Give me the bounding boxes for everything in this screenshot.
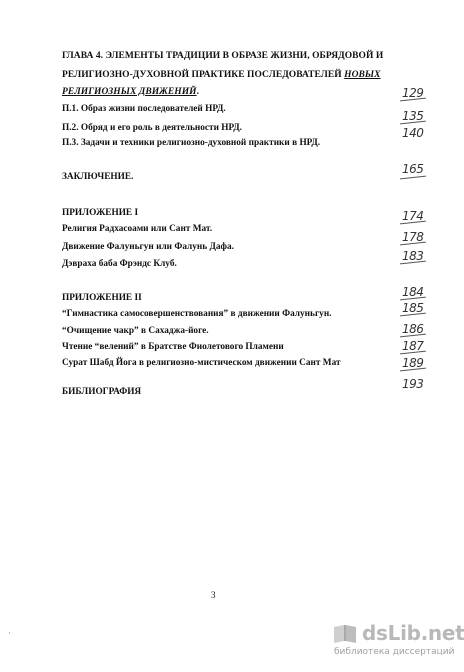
page-ref-section-1: 135 (402, 109, 424, 123)
page-ref-bibliography: 193 (402, 377, 424, 391)
bibliography: БИБЛИОГРАФИЯ (62, 387, 142, 397)
appendix-2-title: ПРИЛОЖЕНИЕ II (62, 293, 142, 303)
watermark-brand: dsLib.net (362, 621, 464, 645)
section-3: П.3. Задачи и техники религиозно-духовной практики в НРД. (62, 138, 321, 148)
chapter-title-line-3-italic: РЕЛИГИОЗНЫХ ДВИЖЕНИЙ (62, 87, 197, 97)
conclusion: ЗАКЛЮЧЕНИЕ. (62, 172, 134, 182)
chapter-title-line-1: ГЛАВА 4. ЭЛЕМЕНТЫ ТРАДИЦИИ В ОБРАЗЕ ЖИЗНИ, ОБРЯДОВОЙ И (62, 51, 384, 61)
watermark-logo[interactable] (332, 621, 464, 667)
page-ref-appendix-1: 174 (402, 209, 424, 223)
page-ref-appendix-1-item-2: 183 (402, 249, 424, 263)
chapter-title-line-2-text: РЕЛИГИОЗНО-ДУХОВНОЙ ПРАКТИКЕ ПОСЛЕДОВАТЕЛЕЙ (62, 70, 345, 80)
page-ref-conclusion: 165 (402, 162, 424, 176)
appendix-2-item-4: Сурат Шабд Йога в религиозно-мистическом движении Сант Мат (62, 358, 341, 368)
chapter-title-line-3 (62, 87, 199, 98)
watermark-tagline: библиотека диссертаций (334, 647, 455, 657)
page-ref-appendix-2-item-2: 186 (402, 322, 424, 336)
appendix-1-item-3: Дэвраха баба Фрэндс Клуб. (62, 259, 177, 269)
margin-mark: · (8, 628, 11, 638)
handwritten-underline (400, 176, 426, 180)
section-1: П.1. Образ жизни последователей НРД. (62, 104, 226, 114)
page-ref-appendix-1-item-1: 178 (402, 230, 424, 244)
appendix-1-item-1: Религия Радхасоами или Сант Мат. (62, 224, 213, 234)
chapter-title-line-3-end: . (196, 87, 200, 97)
book-icon (332, 623, 358, 645)
page-ref-appendix-2: 184 (402, 285, 424, 299)
page-ref-chapter: 129 (402, 86, 424, 100)
appendix-1-title: ПРИЛОЖЕНИЕ I (62, 208, 139, 218)
appendix-2-item-3: Чтение “велений” в Братстве Фиолетового Пламени (62, 342, 284, 352)
chapter-title-line-2-italic: НОВЫХ (344, 70, 381, 80)
appendix-1-item-2: Движение Фалуньгун или Фалунь Дафа. (62, 242, 234, 252)
page-ref-appendix-2-item-3: 187 (402, 339, 424, 353)
page-ref-section-2: 140 (402, 126, 424, 140)
page-ref-appendix-2-item-4: 189 (402, 356, 424, 370)
appendix-2-item-2: “Очищение чакр” в Сахаджа-йоге. (62, 326, 209, 336)
page-ref-appendix-2-item-1: 185 (402, 301, 424, 315)
page-number: 3 (211, 590, 216, 600)
section-2: П.2. Обряд и его роль в деятельности НРД. (62, 123, 242, 133)
appendix-2-item-1: “Гимнастика самосовершенствования” в движении Фалуньгун. (62, 309, 332, 319)
chapter-title-line-2 (62, 70, 381, 81)
